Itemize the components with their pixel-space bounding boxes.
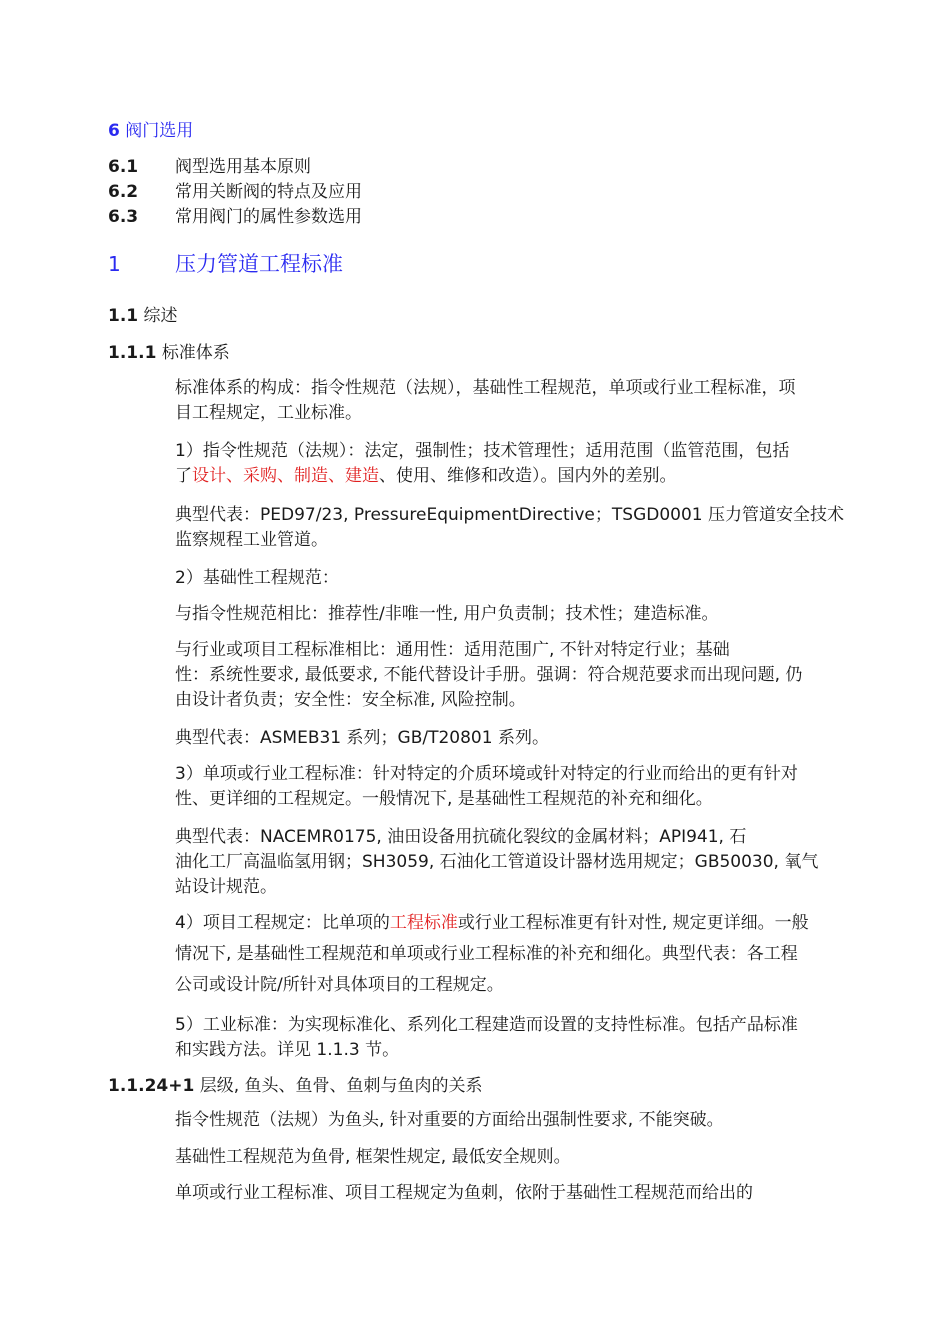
highlight-text: 设计、采购、制造、建造 — [192, 466, 379, 486]
section-heading-1-1-2: 1.1.24+1 层级, 鱼头、鱼骨、鱼刺与鱼肉的关系 — [108, 1076, 483, 1096]
paragraph-typical-basic: 典型代表：ASMEB31 系列；GB/T20801 系列。 — [175, 728, 549, 748]
paragraph-industrial-standard: 5）工业标准：为实现标准化、系列化工程建造而设置的支持性标准。包括产品标准 和实践方法。详见 1.1.3 节。 — [175, 1015, 798, 1060]
paragraph-typical-mandatory: 典型代表：PED97/23, PressureEquipmentDirective；TSGD0001 压力管道安全技术 监察规程工业管道。 — [175, 505, 845, 550]
paragraph-project-spec: 4）项目工程规定：比单项的工程标准或行业工程标准更有针对性, 规定更详细。一般 情况下, 是基础性工程规范和单项或行业工程标准的补充和细化。典型代表：各工程 公司或设计院/所针对具体项目的工程规定。 — [175, 913, 809, 995]
paragraph-compare-industry: 与行业或项目工程标准相比：通用性：适用范围广, 不针对特定行业；基础 性：系统性要求, 最低要求, 不能代替设计手册。强调：符合规范要求而出现问题, 仍 由设计者负责；安全性：安全标准, 风险控制。 — [175, 640, 803, 710]
section-heading-1-1: 1.1 综述 — [108, 306, 178, 326]
highlight-text: 工程标准 — [389, 913, 458, 933]
toc-heading-6: 6 阀门选用 — [108, 121, 194, 141]
toc-item-number: 6.1 — [108, 157, 139, 177]
section-heading-1-1-1: 1.1.1 标准体系 — [108, 343, 230, 363]
toc-item-title: 常用阀门的属性参数选用 — [175, 207, 362, 227]
paragraph-typical-industry: 典型代表：NACEMR0175, 油田设备用抗硫化裂纹的金属材料；API941, 石 油化工厂高温临氢用钢；SH3059, 石油化工管道设计器材选用规定；GB50030, 氧气 站设计规范。 — [175, 827, 819, 897]
paragraph-compare-mandatory: 与指令性规范相比：推荐性/非唯一性, 用户负责制；技术性；建造标准。 — [175, 604, 719, 624]
paragraph-fish-bone: 基础性工程规范为鱼骨, 框架性规定, 最低安全规则。 — [175, 1147, 571, 1167]
toc-item-title: 常用关断阀的特点及应用 — [175, 182, 362, 202]
paragraph-industry-standard: 3）单项或行业工程标准：针对特定的介质环境或针对特定的行业而给出的更有针对 性、更详细的工程规定。一般情况下, 是基础性工程规范的补充和细化。 — [175, 764, 798, 809]
toc-item-title: 阀型选用基本原则 — [175, 157, 311, 177]
paragraph-fish-head: 指令性规范（法规）为鱼头, 针对重要的方面给出强制性要求, 不能突破。 — [175, 1110, 724, 1130]
paragraph-basic-code-heading: 2）基础性工程规范： — [175, 568, 339, 588]
paragraph-standard-system: 标准体系的构成：指令性规范（法规），基础性工程规范，单项或行业工程标准，项 目工程规定，工业标准。 — [175, 378, 796, 423]
paragraph-mandatory-code: 1）指令性规范（法规）：法定，强制性；技术管理性；适用范围（监管范围，包括 了设计、采购、制造、建造、使用、维修和改造）。国内外的差别。 — [175, 441, 790, 486]
chapter-title: 压力管道工程标准 — [175, 252, 343, 276]
toc-item-number: 6.2 — [108, 182, 139, 202]
chapter-number: 1 — [108, 252, 121, 276]
paragraph-fish-spine: 单项或行业工程标准、项目工程规定为鱼刺，依附于基础性工程规范而给出的 — [175, 1183, 753, 1203]
toc-item-number: 6.3 — [108, 207, 139, 227]
